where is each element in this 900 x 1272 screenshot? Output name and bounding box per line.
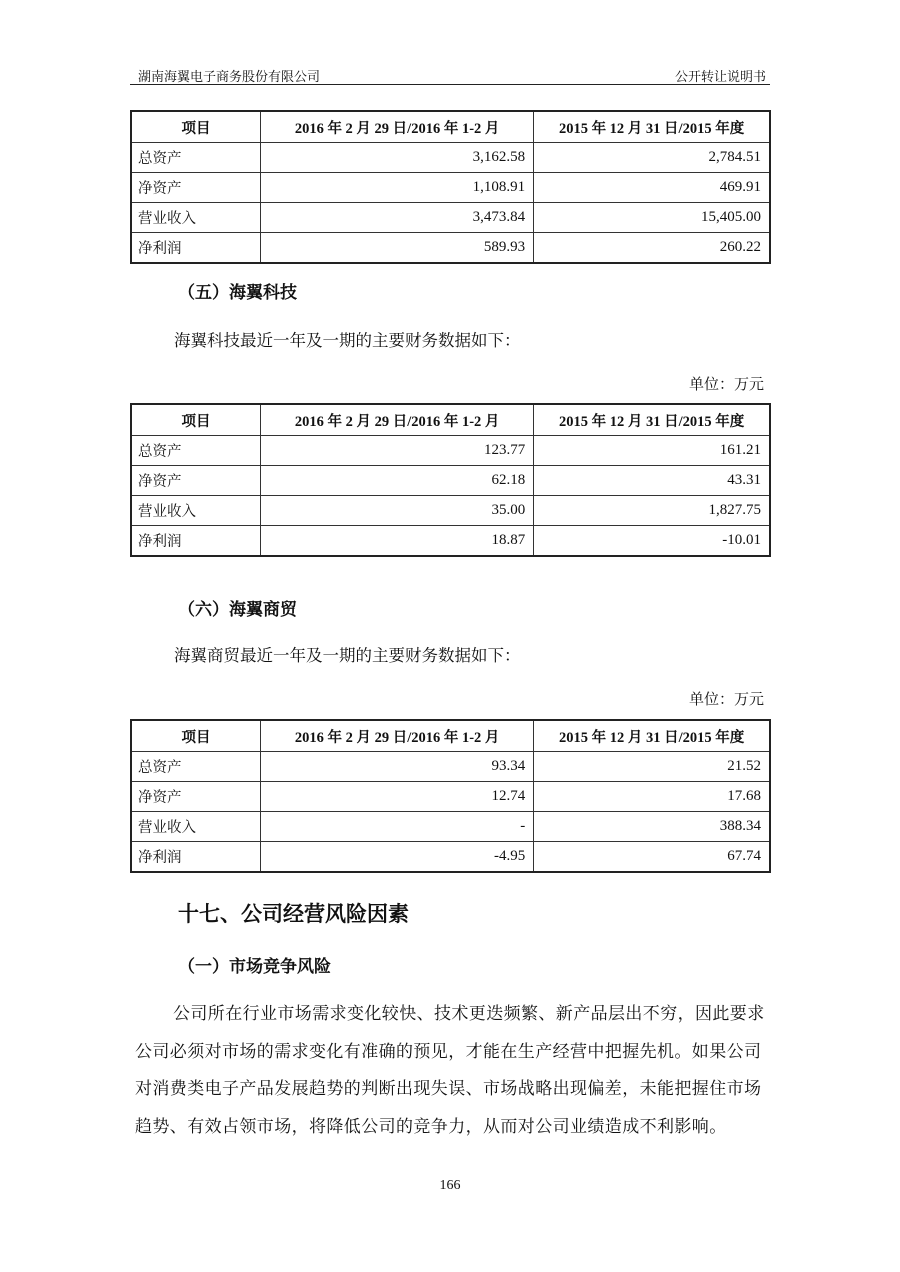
column-header-2015: 2015 年 12 月 31 日/2015 年度: [534, 720, 770, 752]
table-row: [131, 173, 770, 203]
section-5-unit: 单位：万元: [688, 375, 764, 393]
row-label: 营业收入: [131, 812, 261, 842]
table-row: [131, 203, 770, 233]
column-header-2015: 2015 年 12 月 31 日/2015 年度: [534, 404, 770, 436]
cell-2015: 388.34: [534, 812, 770, 842]
row-label: 营业收入: [131, 496, 261, 526]
cell-2015: 21.52: [534, 752, 770, 782]
row-label: 总资产: [131, 436, 261, 466]
cell-2015: 469.91: [534, 173, 770, 203]
column-header-2016: 2016 年 2 月 29 日/2016 年 1-2 月: [261, 404, 534, 436]
cell-2015: 67.74: [534, 842, 770, 873]
row-label: 总资产: [131, 143, 261, 173]
cell-2016: 35.00: [261, 496, 534, 526]
section-6-unit: 单位：万元: [688, 690, 764, 708]
row-label: 净利润: [131, 842, 261, 873]
table-row: [131, 466, 770, 496]
cell-2016: 62.18: [261, 466, 534, 496]
cell-2016: -4.95: [261, 842, 534, 873]
financial-table-2: [130, 403, 771, 557]
table-row: [131, 526, 770, 557]
cell-2016: 3,473.84: [261, 203, 534, 233]
page-number: 166: [439, 1178, 461, 1193]
row-label: 净资产: [131, 782, 261, 812]
section-5-intro: 海翼科技最近一年及一期的主要财务数据如下：: [174, 331, 521, 350]
section-6-intro: 海翼商贸最近一年及一期的主要财务数据如下：: [174, 646, 521, 665]
table-row: [131, 496, 770, 526]
financial-table-1: [130, 110, 771, 264]
subsection-1-title: （一）市场竞争风险: [178, 957, 331, 977]
table-row: [131, 812, 770, 842]
table-row: [131, 782, 770, 812]
table-row: [131, 752, 770, 782]
table-row: [131, 842, 770, 873]
header-doc-type: 公开转让说明书: [674, 70, 766, 85]
cell-2015: 43.31: [534, 466, 770, 496]
cell-2015: 1,827.75: [534, 496, 770, 526]
table-row: [131, 233, 770, 264]
cell-2016: -: [261, 812, 534, 842]
column-header-2015: 2015 年 12 月 31 日/2015 年度: [534, 111, 770, 143]
column-header-item: 项目: [131, 404, 261, 436]
cell-2015: 2,784.51: [534, 143, 770, 173]
financial-table-3: [130, 719, 771, 873]
cell-2016: 93.34: [261, 752, 534, 782]
cell-2016: 589.93: [261, 233, 534, 264]
table-row: [131, 436, 770, 466]
table-row: [131, 143, 770, 173]
section-5-title: （五）海翼科技: [178, 283, 297, 303]
row-label: 总资产: [131, 752, 261, 782]
row-label: 净资产: [131, 173, 261, 203]
header-divider: [130, 84, 770, 85]
cell-2016: 12.74: [261, 782, 534, 812]
cell-2016: 123.77: [261, 436, 534, 466]
cell-2016: 1,108.91: [261, 173, 534, 203]
header-company: 湖南海翼电子商务股份有限公司: [138, 70, 321, 85]
column-header-2016: 2016 年 2 月 29 日/2016 年 1-2 月: [261, 720, 534, 752]
table-header-row: [131, 404, 770, 436]
row-label: 净利润: [131, 233, 261, 264]
table-header-row: [131, 111, 770, 143]
subsection-1-body: 公司所在行业市场需求变化较快、技术更迭频繁、新产品层出不穷，因此要求公司必须对市场的需求变化有准确的预见，才能在生产经营中把握先机。如果公司对消费类电子产品发展趋势的判断出现失误、市场战略出现偏差，未能把握住市场趋势、有效占领市场，将降低公司的竞争力，从而对公司业绩造成不利影响。: [135, 1004, 765, 1137]
chapter-17-heading: 十七、公司经营风险因素: [178, 901, 409, 926]
page-header: [130, 64, 770, 84]
row-label: 净资产: [131, 466, 261, 496]
table-header-row: [131, 720, 770, 752]
cell-2015: -10.01: [534, 526, 770, 557]
cell-2015: 15,405.00: [534, 203, 770, 233]
column-header-item: 项目: [131, 720, 261, 752]
cell-2016: 18.87: [261, 526, 534, 557]
cell-2016: 3,162.58: [261, 143, 534, 173]
section-6-title: （六）海翼商贸: [178, 600, 297, 620]
cell-2015: 161.21: [534, 436, 770, 466]
row-label: 净利润: [131, 526, 261, 557]
cell-2015: 17.68: [534, 782, 770, 812]
column-header-2016: 2016 年 2 月 29 日/2016 年 1-2 月: [261, 111, 534, 143]
column-header-item: 项目: [131, 111, 261, 143]
row-label: 营业收入: [131, 203, 261, 233]
cell-2015: 260.22: [534, 233, 770, 264]
